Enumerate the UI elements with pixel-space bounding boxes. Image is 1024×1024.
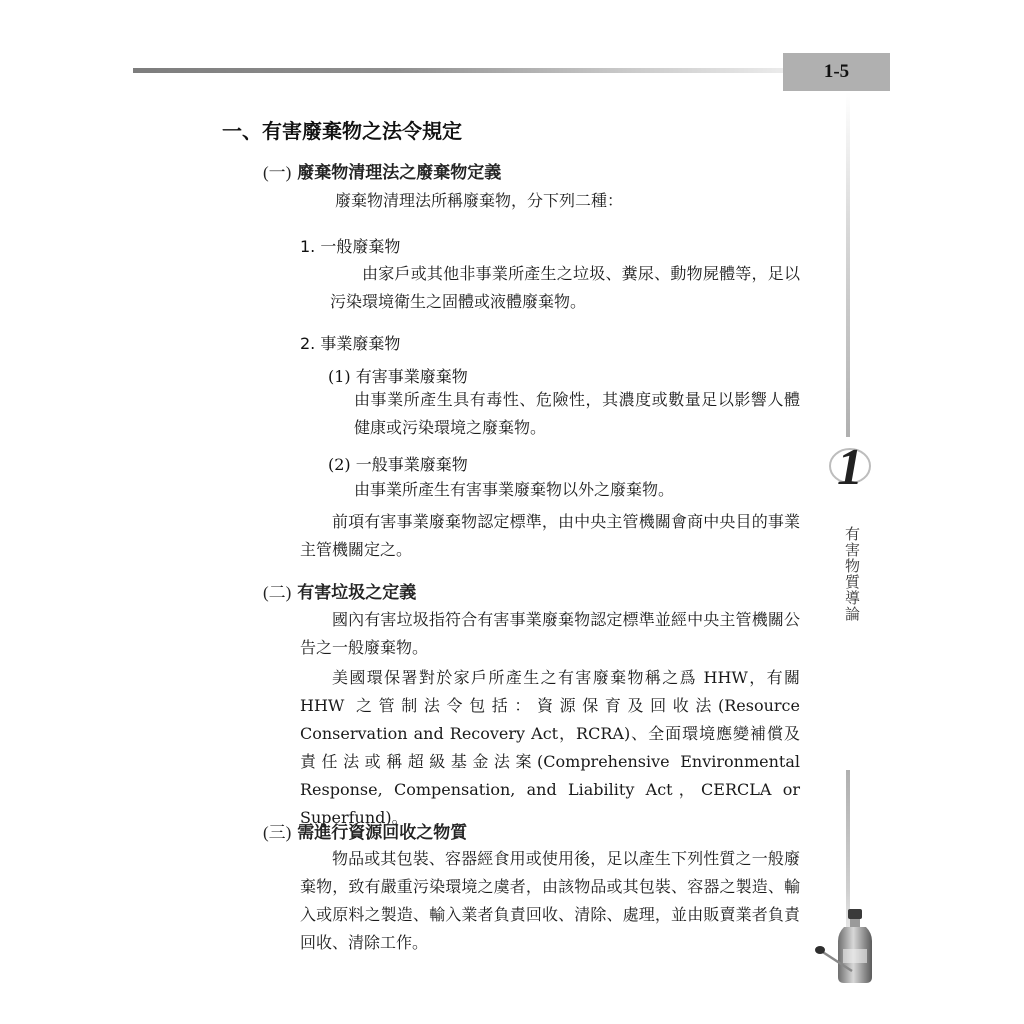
section-paragraph: 物品或其包裝、容器經食用或使用後，足以產生下列性質之一般廢棄物，致有嚴重污染環境之虞者，由該物品或其包裝、容器之製造、輸入或原料之製造、輸入業者負責回收、清除、處理，並由販賣業者負責回收、清除工作。 bbox=[300, 849, 800, 952]
main-heading: 一、有害廢棄物之法令規定 bbox=[222, 119, 462, 143]
chapter-number: 1 bbox=[837, 439, 863, 496]
section-heading-1 bbox=[263, 158, 501, 183]
page-number: 1-5 bbox=[783, 53, 890, 91]
subitem-title-hazardous: (1) 有害事業廢棄物 bbox=[328, 367, 468, 386]
subitem-title-general-industrial: (2) 一般事業廢棄物 bbox=[328, 455, 468, 474]
side-chapter-title: 有害物質導論 bbox=[843, 526, 861, 622]
section-number: (一) bbox=[263, 163, 292, 182]
section-number: (二) bbox=[263, 583, 292, 602]
section-intro: 廢棄物清理法所稱廢棄物，分下列二種： bbox=[335, 191, 624, 210]
item-text-general-waste: 由家戶或其他非事業所產生之垃圾、糞尿、動物屍體等，足以污染環境衛生之固體或液體廢棄物。 bbox=[330, 264, 800, 311]
section-note: 前項有害事業廢棄物認定標準，由中央主管機關會商中央目的事業主管機關定之。 bbox=[300, 512, 800, 559]
section-title: 有害垃圾之定義 bbox=[297, 583, 417, 603]
section-paragraph: 美國環保署對於家戶所產生之有害廢棄物稱之爲 HHW，有關 HHW 之管制法令包括：資源保育及回收法(Resource Conservation and Recovery Act，RCRA)、全面環境應變補償及責任法或稱超級基金法案(Comprehensive Environmental Response, Compensation, and Liability Act，CERCLA or Superfund)。 bbox=[300, 668, 800, 827]
item-title-general-waste: 1. 一般廢棄物 bbox=[300, 237, 401, 256]
side-rule-top bbox=[846, 92, 850, 437]
section-heading-3 bbox=[263, 818, 467, 843]
section-number: (三) bbox=[263, 823, 292, 842]
section-paragraph: 國內有害垃圾指符合有害事業廢棄物認定標準並經中央主管機關公告之一般廢棄物。 bbox=[300, 610, 800, 657]
item-title-industrial-waste: 2. 事業廢棄物 bbox=[300, 334, 401, 353]
medicine-bottle-icon bbox=[814, 905, 884, 987]
subitem-text-hazardous: 由事業所產生具有毒性、危險性，其濃度或數量足以影響人體健康或污染環境之廢棄物。 bbox=[354, 390, 800, 437]
header-rule bbox=[133, 68, 788, 73]
chapter-number-icon bbox=[828, 436, 872, 496]
section-title: 廢棄物清理法之廢棄物定義 bbox=[297, 163, 502, 183]
section-title: 需進行資源回收之物質 bbox=[297, 823, 468, 843]
section-heading-2 bbox=[263, 578, 416, 603]
subitem-text-general-industrial: 由事業所產生有害事業廢棄物以外之廢棄物。 bbox=[354, 480, 675, 499]
